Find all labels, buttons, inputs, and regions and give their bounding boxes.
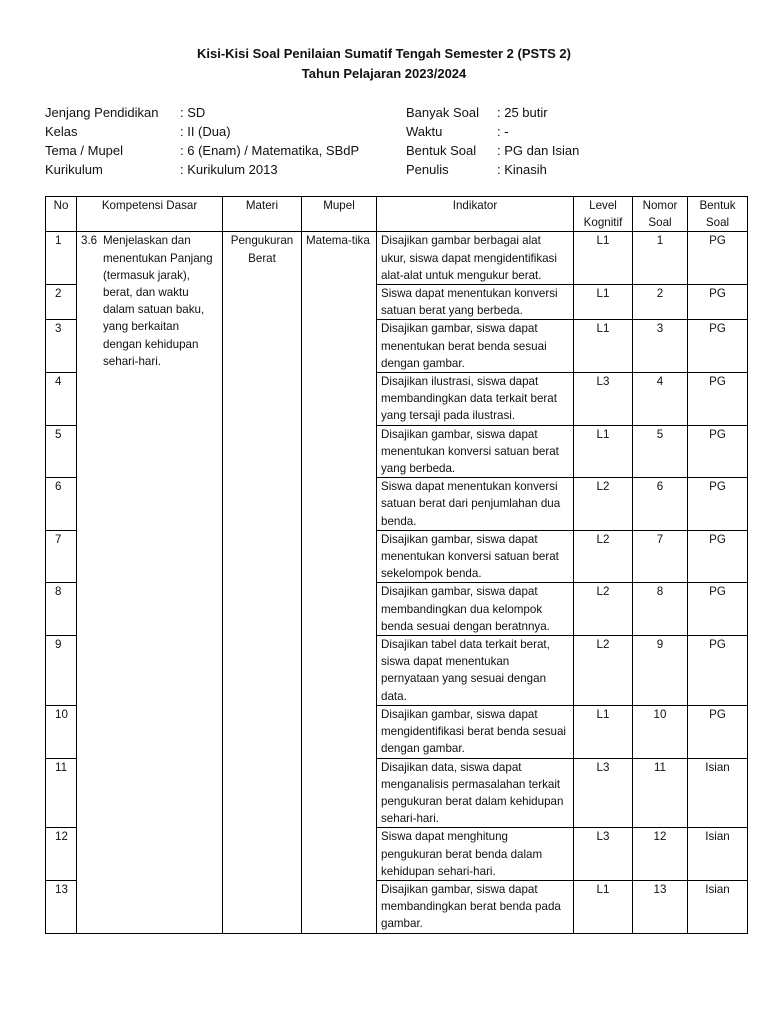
table-body [46, 232, 748, 933]
info-row [406, 122, 579, 141]
document-subtitle: Tahun Pelajaran 2023/2024 [301, 66, 467, 81]
header-materi: Materi [223, 197, 302, 232]
info-value: : PG dan Isian [497, 143, 580, 158]
info-value: : Kurikulum 2013 [180, 162, 278, 177]
info-row [45, 160, 359, 179]
header-indikator: Indikator [377, 197, 574, 232]
info-label: Banyak Soal [406, 105, 479, 120]
info-label: Penulis [406, 162, 449, 177]
bentuk-soal-cell: PG [688, 425, 748, 478]
nomor-soal-cell: 13 [633, 880, 688, 933]
info-row [45, 122, 359, 141]
info-left-block [45, 103, 359, 179]
header-kompetensi-dasar: Kompetensi Dasar [77, 197, 223, 232]
document-title: Kisi-Kisi Soal Penilaian Sumatif Tengah Semester 2 (PSTS 2) [197, 46, 571, 61]
nomor-soal-cell: 1 [633, 232, 688, 285]
level-kognitif-cell: L1 [574, 880, 633, 933]
level-kognitif-cell: L1 [574, 425, 633, 478]
row-number: 9 [46, 636, 77, 706]
indikator-cell: Disajikan gambar, siswa dapat mengidentifikasi berat benda sesuai dengan gambar. [377, 705, 574, 758]
indikator-cell: Disajikan gambar, siswa dapat membandingkan berat benda pada gambar. [377, 880, 574, 933]
level-kognitif-cell: L2 [574, 530, 633, 583]
row-number: 7 [46, 530, 77, 583]
nomor-soal-cell: 12 [633, 828, 688, 881]
level-kognitif-cell: L3 [574, 758, 633, 828]
info-row [45, 141, 359, 160]
info-row [406, 103, 579, 122]
level-kognitif-cell: L1 [574, 320, 633, 373]
kompetensi-dasar-cell [77, 232, 223, 933]
row-number: 4 [46, 373, 77, 426]
info-right-block [406, 103, 579, 179]
table-row [46, 232, 748, 285]
row-number: 13 [46, 880, 77, 933]
mupel-cell: Matema-tika [302, 232, 377, 933]
bentuk-soal-cell: PG [688, 232, 748, 285]
kompetensi-dasar [81, 232, 218, 370]
info-value: : - [497, 124, 509, 139]
info-value: : Kinasih [497, 162, 547, 177]
info-row [45, 103, 359, 122]
info-value: : II (Dua) [180, 124, 231, 139]
info-row [406, 160, 579, 179]
kd-text: Menjelaskan dan menentukan Panjang (termasuk jarak), berat, dan waktu dalam satuan baku, yang berkaitan dengan kehidupan sehari-hari. [103, 234, 213, 368]
bentuk-soal-cell: PG [688, 705, 748, 758]
info-label: Tema / Mupel [45, 143, 124, 158]
indikator-cell: Disajikan gambar berbagai alat ukur, siswa dapat mengidentifikasi alat-alat untuk mengukur berat. [377, 232, 574, 285]
row-number: 12 [46, 828, 77, 881]
nomor-soal-cell: 4 [633, 373, 688, 426]
row-number: 11 [46, 758, 77, 828]
level-kognitif-cell: L2 [574, 636, 633, 706]
info-label: Waktu [406, 124, 443, 139]
bentuk-soal-cell: PG [688, 583, 748, 636]
indikator-cell: Disajikan data, siswa dapat menganalisis permasalahan terkait pengukuran berat dalam kehidupan sehari-hari. [377, 758, 574, 828]
bentuk-soal-cell: PG [688, 320, 748, 373]
level-kognitif-cell: L2 [574, 478, 633, 531]
info-label: Kelas [45, 124, 78, 139]
nomor-soal-cell: 9 [633, 636, 688, 706]
indikator-cell: Siswa dapat menentukan konversi satuan berat yang berbeda. [377, 285, 574, 320]
row-number: 1 [46, 232, 77, 285]
info-label: Jenjang Pendidikan [45, 105, 159, 120]
level-kognitif-cell: L3 [574, 828, 633, 881]
header-nomor-soal: Nomor Soal [633, 197, 688, 232]
indikator-cell: Disajikan gambar, siswa dapat menentukan berat benda sesuai dengan gambar. [377, 320, 574, 373]
header-mupel: Mupel [302, 197, 377, 232]
level-kognitif-cell: L2 [574, 583, 633, 636]
info-value: : 25 butir [497, 105, 548, 120]
nomor-soal-cell: 10 [633, 705, 688, 758]
bentuk-soal-cell: PG [688, 373, 748, 426]
info-value: : SD [180, 105, 206, 120]
nomor-soal-cell: 3 [633, 320, 688, 373]
row-number: 3 [46, 320, 77, 373]
bentuk-soal-cell: Isian [688, 758, 748, 828]
kisi-kisi-table [45, 196, 748, 934]
bentuk-soal-cell: Isian [688, 828, 748, 881]
level-kognitif-cell: L3 [574, 373, 633, 426]
indikator-cell: Disajikan ilustrasi, siswa dapat membandingkan data terkait berat yang tersaji pada ilustrasi. [377, 373, 574, 426]
indikator-cell: Siswa dapat menentukan konversi satuan berat dari penjumlahan dua benda. [377, 478, 574, 531]
indikator-cell: Disajikan tabel data terkait berat, siswa dapat menentukan pernyataan yang sesuai dengan data. [377, 636, 574, 706]
nomor-soal-cell: 2 [633, 285, 688, 320]
indikator-cell: Disajikan gambar, siswa dapat menentukan konversi satuan berat yang berbeda. [377, 425, 574, 478]
level-kognitif-cell: L1 [574, 705, 633, 758]
row-number: 10 [46, 705, 77, 758]
row-number: 8 [46, 583, 77, 636]
row-number: 6 [46, 478, 77, 531]
level-kognitif-cell: L1 [574, 232, 633, 285]
row-number: 2 [46, 285, 77, 320]
nomor-soal-cell: 6 [633, 478, 688, 531]
indikator-cell: Disajikan gambar, siswa dapat membandingkan dua kelompok benda sesuai dengan beratnnya. [377, 583, 574, 636]
row-number: 5 [46, 425, 77, 478]
level-kognitif-cell: L1 [574, 285, 633, 320]
info-label: Kurikulum [45, 162, 103, 177]
header-bentuk-soal: Bentuk Soal [688, 197, 748, 232]
nomor-soal-cell: 7 [633, 530, 688, 583]
materi-cell: Pengukuran Berat [223, 232, 302, 933]
info-label: Bentuk Soal [406, 143, 477, 158]
nomor-soal-cell: 8 [633, 583, 688, 636]
bentuk-soal-cell: PG [688, 285, 748, 320]
nomor-soal-cell: 5 [633, 425, 688, 478]
info-value: : 6 (Enam) / Matematika, SBdP [180, 143, 360, 158]
bentuk-soal-cell: PG [688, 636, 748, 706]
kd-number: 3.6 [81, 234, 98, 248]
info-row [406, 141, 579, 160]
indikator-cell: Siswa dapat menghitung pengukuran berat benda dalam kehidupan sehari-hari. [377, 828, 574, 881]
bentuk-soal-cell: PG [688, 530, 748, 583]
nomor-soal-cell: 11 [633, 758, 688, 828]
bentuk-soal-cell: Isian [688, 880, 748, 933]
indikator-cell: Disajikan gambar, siswa dapat menentukan konversi satuan berat sekelompok benda. [377, 530, 574, 583]
header-level-kognitif: Level Kognitif [574, 197, 633, 232]
header-no: No [46, 197, 77, 232]
bentuk-soal-cell: PG [688, 478, 748, 531]
table-header-row [46, 197, 748, 232]
